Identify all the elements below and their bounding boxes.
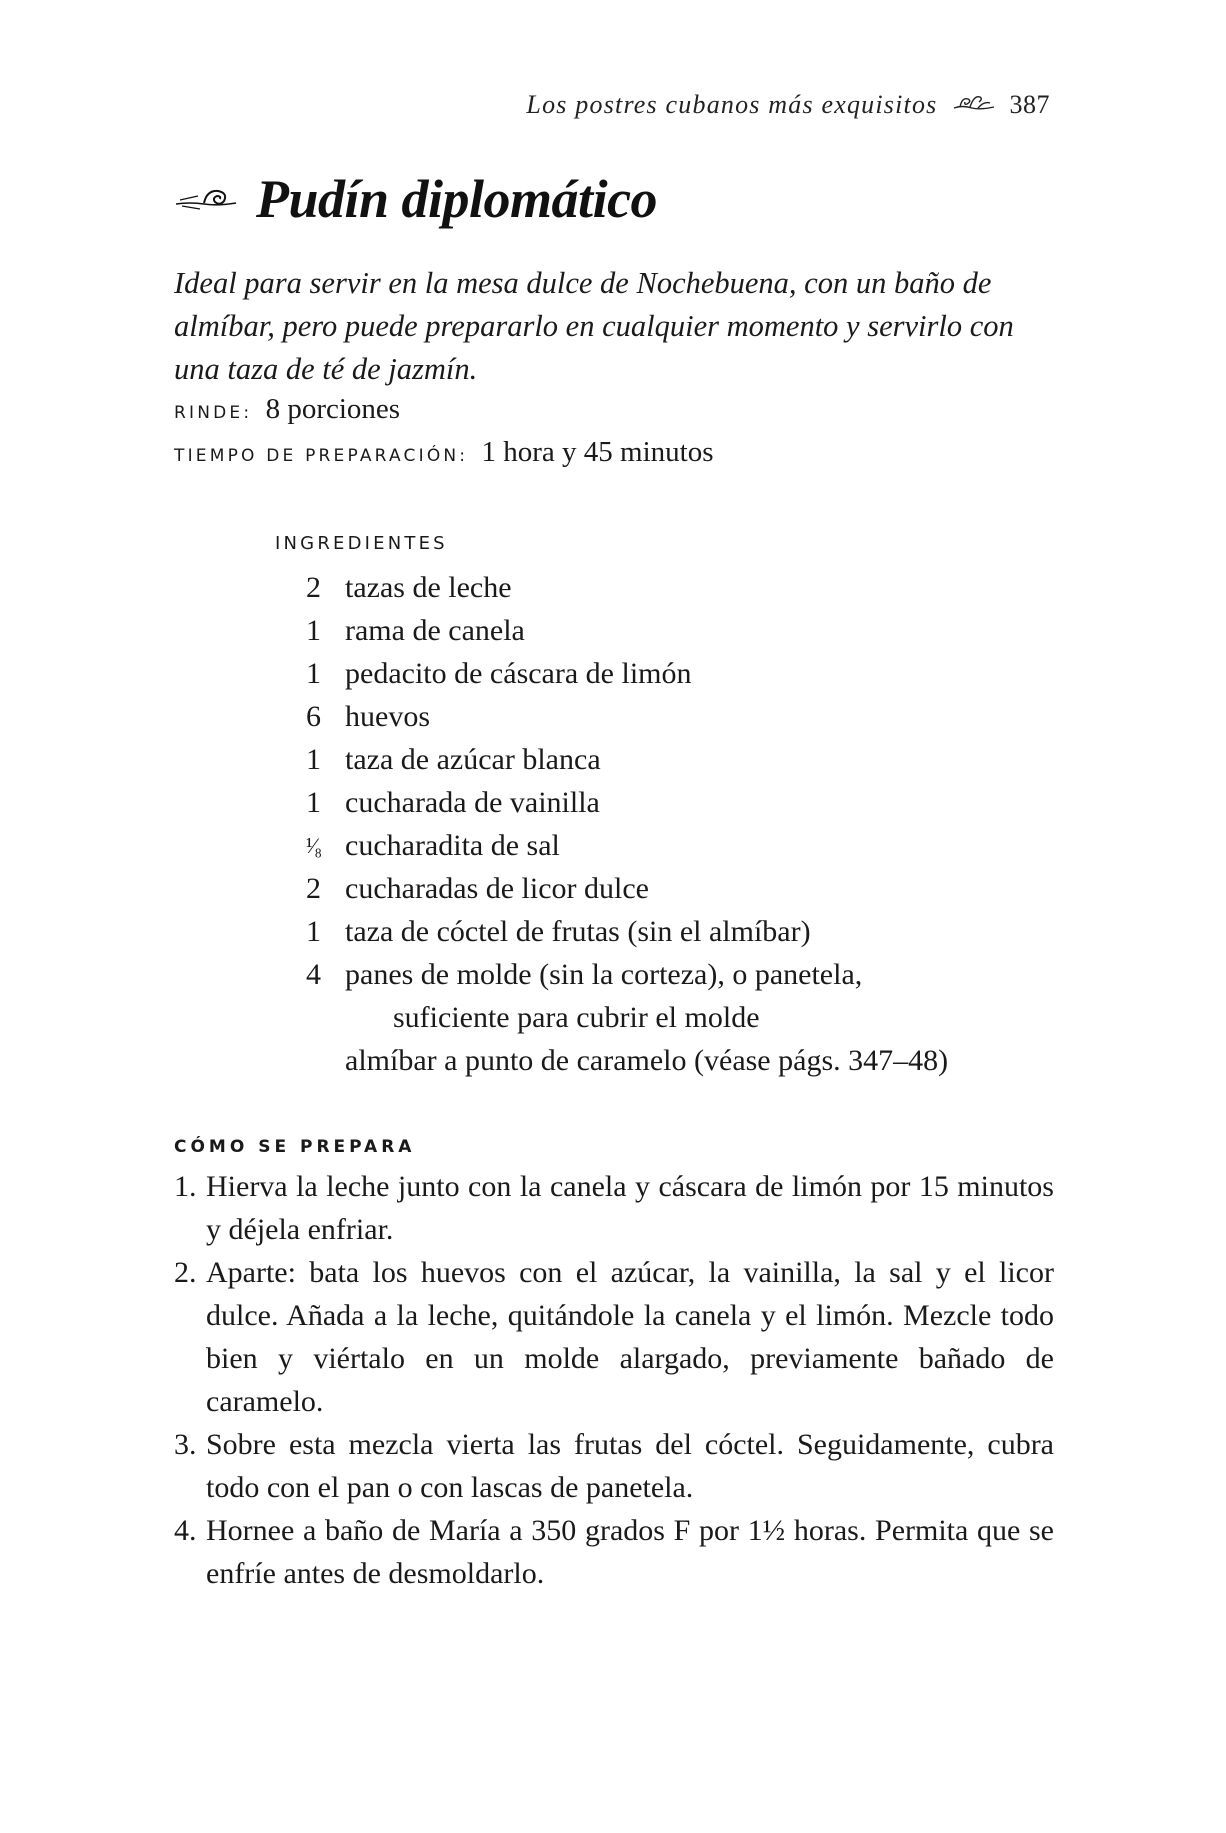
book-title: Los postres cubanos más exquisitos	[526, 90, 938, 119]
method-step	[174, 1423, 1054, 1509]
ingredient-qty: 2	[306, 571, 321, 604]
method-step	[174, 1509, 1054, 1595]
ingredient-item	[275, 953, 948, 1039]
ingredient-text: rama de canela	[345, 614, 525, 647]
method-steps	[174, 1165, 1054, 1595]
yield-value: 8 porciones	[265, 393, 401, 425]
ingredient-text: cucharadas de licor dulce	[345, 872, 649, 905]
method-step	[174, 1165, 1054, 1251]
ingredient-text: almíbar a punto de caramelo (véase págs. 347–48)	[345, 1044, 949, 1077]
ingredient-qty: 1	[306, 614, 321, 647]
ingredient-qty: 1	[306, 915, 321, 948]
ingredient-item	[275, 781, 948, 824]
ingredient-item	[275, 1039, 948, 1082]
ingredient-text: huevos	[345, 700, 430, 733]
ingredient-item	[275, 867, 948, 910]
ingredient-qty: ¹⁄₈	[306, 833, 321, 858]
ingredient-item	[275, 695, 948, 738]
ingredient-text: taza de azúcar blanca	[345, 743, 601, 776]
swirl-ornament-icon	[174, 182, 238, 216]
method-section	[174, 1137, 1054, 1595]
step-text: Hierva la leche junto con la canela y cáscara de limón por 15 minutos y déjela enfriar.	[206, 1170, 1054, 1246]
step-number: 4.	[174, 1514, 197, 1547]
ingredient-item	[275, 609, 948, 652]
ingredient-qty: 1	[306, 657, 321, 690]
prep-time-value: 1 hora y 45 minutos	[481, 436, 714, 468]
ingredient-item	[275, 738, 948, 781]
ingredients-heading: INGREDIENTES	[275, 533, 448, 554]
ingredient-qty: 6	[306, 700, 321, 733]
recipe-title: Pudín diplomático	[256, 169, 658, 229]
ingredient-text: cucharadita de sal	[345, 829, 560, 862]
recipe-yield	[174, 393, 400, 426]
ingredient-text: pedacito de cáscara de limón	[345, 657, 692, 690]
step-number: 3.	[174, 1428, 197, 1461]
ingredient-text: tazas de leche	[345, 571, 512, 604]
ingredient-qty: 1	[306, 786, 321, 819]
ingredient-text: taza de cóctel de frutas (sin el almíbar)	[345, 915, 811, 948]
ingredient-qty: 2	[306, 872, 321, 905]
ingredients-section	[275, 533, 948, 1082]
recipe-title-row	[174, 168, 657, 230]
ingredient-item	[275, 910, 948, 953]
ingredient-item	[275, 824, 948, 867]
yield-label: RINDE:	[174, 403, 253, 423]
flourish-ornament-icon	[952, 90, 996, 120]
recipe-prep-time	[174, 436, 714, 469]
ingredient-item	[275, 566, 948, 609]
step-text: Hornee a baño de María a 350 grados F por 1½ horas. Permita que se enfríe antes de desmoldarlo.	[206, 1514, 1054, 1590]
prep-time-label: TIEMPO DE PREPARACIÓN:	[174, 446, 469, 466]
ingredient-list	[275, 566, 948, 1082]
ingredient-qty: 1	[306, 743, 321, 776]
ingredient-text: panes de molde (sin la corteza), o panetela,	[345, 958, 863, 991]
ingredient-item	[275, 652, 948, 695]
ingredient-continuation: suficiente para cubrir el molde	[393, 1001, 760, 1034]
ingredient-text: cucharada de vainilla	[345, 786, 600, 819]
ingredient-qty: 4	[306, 958, 321, 991]
method-step	[174, 1251, 1054, 1423]
step-text: Sobre esta mezcla vierta las frutas del cóctel. Seguidamente, cubra todo con el pan o con lascas de panetela.	[206, 1428, 1054, 1504]
step-number: 2.	[174, 1256, 197, 1289]
running-head	[526, 90, 1050, 120]
page-number: 387	[1009, 90, 1050, 119]
method-heading: CÓMO SE PREPARA	[174, 1137, 416, 1157]
step-number: 1.	[174, 1170, 197, 1203]
step-text: Aparte: bata los huevos con el azúcar, la vainilla, la sal y el licor dulce. Añada a la leche, quitándole la canela y el limón. Mezcle todo bien y viértalo en un molde alargado, previamente bañado de caramelo.	[206, 1256, 1054, 1418]
recipe-intro: Ideal para servir en la mesa dulce de Nochebuena, con un baño de almíbar, pero puede prepararlo en cualquier momento y servirlo con una taza de té de jazmín.	[174, 266, 1014, 386]
